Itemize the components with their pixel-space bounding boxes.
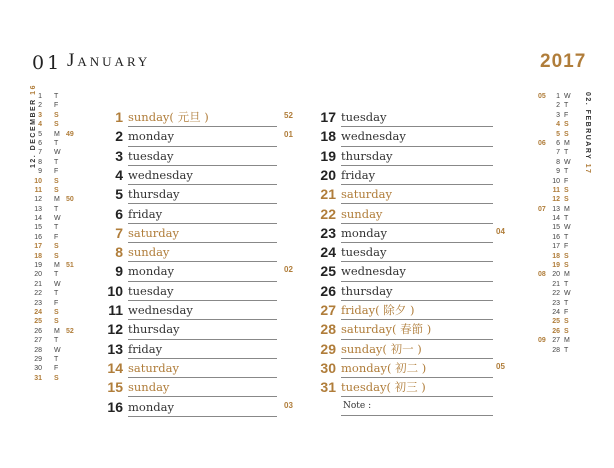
mini-weekday: S — [564, 130, 569, 138]
mini-day-number: 12 — [34, 196, 42, 204]
mini-day-number: 1 — [556, 93, 560, 100]
mini-weekday: T — [54, 205, 59, 213]
mini-weekday: M — [564, 271, 570, 279]
mini-day-number: 20 — [34, 271, 42, 279]
mini-day-number: 24 — [34, 308, 42, 316]
mini-weekday: T — [564, 102, 569, 110]
mini-weekday: F — [564, 111, 569, 119]
weekday-name: sunday — [128, 380, 170, 395]
mini-weekday: S — [564, 186, 569, 194]
mini-week-number: 09 — [538, 337, 546, 345]
day-number: 3 — [115, 147, 123, 164]
mini-weekday: S — [54, 111, 59, 119]
mini-day-number: 5 — [556, 130, 560, 138]
day-number: 2 — [115, 128, 123, 145]
mini-day-number: 16 — [34, 233, 42, 241]
weekday-name: thursday — [128, 322, 180, 337]
weekday-name: monday — [128, 399, 174, 414]
mini-week-number: 50 — [66, 196, 74, 204]
mini-day-number: 13 — [552, 205, 560, 213]
mini-week-number: 52 — [66, 327, 74, 335]
mini-day-number: 22 — [552, 290, 560, 298]
mini-weekday: S — [54, 243, 59, 251]
mini-weekday: W — [54, 215, 61, 223]
mini-day-number: 14 — [34, 215, 42, 223]
mini-weekday: T — [564, 149, 569, 157]
mini-day-number: 3 — [556, 111, 560, 119]
mini-week-number: 51 — [66, 262, 74, 270]
weekday-name: tuesday — [128, 283, 174, 298]
mini-weekday: M — [54, 130, 60, 138]
mini-weekday: F — [54, 365, 59, 373]
day-number: 23 — [320, 224, 336, 241]
mini-day-number: 5 — [38, 130, 42, 138]
day-number: 16 — [107, 398, 123, 415]
day-number: 18 — [320, 128, 336, 145]
mini-day-number: 16 — [552, 233, 560, 241]
mini-weekday: M — [564, 139, 570, 147]
mini-weekday: W — [564, 224, 571, 232]
mini-weekday: F — [54, 102, 59, 110]
mini-day-number: 12 — [552, 196, 560, 204]
mini-weekday: W — [564, 158, 571, 166]
mini-day-number: 26 — [34, 327, 42, 335]
weekday-name: thursday — [341, 148, 393, 163]
mini-day-number: 11 — [34, 186, 42, 194]
mini-day-number: 11 — [552, 186, 560, 194]
next-month-year: 17 — [584, 163, 591, 175]
mini-day-number: 17 — [34, 243, 42, 251]
mini-weekday: W — [54, 280, 61, 288]
weekday-name: sunday — [341, 206, 383, 221]
mini-day-number: 29 — [34, 355, 42, 363]
mini-day-number: 28 — [34, 346, 42, 354]
year-title: 2017 — [540, 51, 587, 72]
day-number: 29 — [320, 340, 336, 357]
mini-weekday: T — [564, 168, 569, 176]
day-number: 4 — [115, 166, 123, 183]
mini-weekday: T — [54, 290, 59, 298]
writing-line — [128, 416, 277, 417]
mini-weekday: M — [54, 327, 60, 335]
mini-day-number: 3 — [38, 111, 42, 119]
day-number: 22 — [320, 205, 336, 222]
day-number: 6 — [115, 205, 123, 222]
mini-day-number: 27 — [34, 337, 42, 345]
day-number: 15 — [107, 379, 123, 396]
weekday-name: tuesday( 初三 ) — [341, 380, 426, 395]
weekday-name: saturday — [128, 225, 179, 240]
mini-weekday: F — [564, 308, 569, 316]
week-number: 02 — [284, 265, 293, 275]
day-number: 5 — [115, 186, 123, 203]
month-title: January — [67, 50, 151, 71]
mini-day-number: 4 — [38, 121, 42, 129]
next-month-label — [584, 92, 591, 174]
weekday-name: friday — [128, 206, 163, 221]
weekday-name: tuesday — [341, 110, 387, 124]
mini-day-number: 28 — [552, 346, 560, 354]
mini-day-number: 18 — [552, 252, 560, 260]
day-number: 13 — [107, 340, 123, 357]
mini-weekday: F — [564, 177, 569, 185]
mini-weekday: S — [564, 196, 569, 204]
weekday-name: wednesday — [128, 303, 193, 317]
weekday-name: sunday( 初一 ) — [341, 341, 422, 356]
mini-day-number: 20 — [552, 271, 560, 279]
mini-day-number: 8 — [556, 158, 560, 166]
day-number: 28 — [320, 321, 336, 338]
mini-weekday: T — [54, 355, 59, 363]
weekday-name: monday — [341, 225, 387, 240]
mini-weekday: M — [54, 262, 60, 270]
weekday-name: sunday( 元旦 ) — [128, 110, 209, 124]
mini-weekday: M — [564, 205, 570, 213]
writing-line — [341, 396, 493, 397]
mini-weekday: W — [564, 93, 571, 100]
mini-day-number: 22 — [34, 290, 42, 298]
weekday-name: friday — [341, 167, 376, 182]
mini-weekday: T — [54, 139, 59, 147]
mini-weekday: M — [564, 337, 570, 345]
day-number: 27 — [320, 302, 336, 318]
weekday-name: monday( 初二 ) — [341, 360, 427, 375]
mini-weekday: S — [54, 177, 59, 185]
mini-day-number: 9 — [38, 168, 42, 176]
mini-day-number: 23 — [34, 299, 42, 307]
mini-week-number: 08 — [538, 271, 546, 279]
day-number: 19 — [320, 147, 336, 164]
mini-day-number: 10 — [34, 177, 42, 185]
day-number: 14 — [107, 359, 123, 376]
mini-weekday: S — [54, 308, 59, 316]
day-number: 26 — [320, 282, 336, 299]
mini-day-number: 2 — [38, 102, 42, 110]
weekday-name: tuesday — [341, 245, 387, 260]
day-number: 8 — [115, 244, 123, 261]
mini-day-number: 23 — [552, 299, 560, 307]
weekday-name: sunday — [128, 245, 170, 260]
mini-day-number: 31 — [34, 374, 42, 382]
weekday-name: monday — [128, 129, 174, 144]
mini-weekday: F — [54, 233, 59, 241]
day-number: 10 — [107, 282, 123, 299]
day-number: 1 — [115, 109, 123, 125]
mini-week-number: 49 — [66, 130, 74, 138]
week-number: 01 — [284, 130, 293, 140]
mini-day-number: 8 — [38, 158, 42, 166]
mini-weekday: T — [564, 233, 569, 241]
mini-day-number: 15 — [552, 224, 560, 232]
mini-weekday: T — [564, 280, 569, 288]
day-number: 31 — [320, 379, 336, 396]
mini-day-number: 19 — [34, 262, 42, 270]
mini-day-number: 30 — [34, 365, 42, 373]
previous-month-name: 12. DECEMBER — [30, 94, 37, 168]
mini-day-number: 6 — [556, 139, 560, 147]
note-line — [341, 415, 493, 416]
weekday-name: thursday — [128, 187, 180, 202]
mini-weekday: F — [564, 243, 569, 251]
mini-weekday: S — [564, 252, 569, 260]
mini-week-number: 06 — [538, 139, 546, 147]
mini-weekday: S — [54, 374, 59, 382]
week-number: 03 — [284, 400, 293, 410]
weekday-name: friday — [128, 341, 163, 356]
mini-day-number: 1 — [38, 93, 42, 100]
mini-weekday: S — [54, 186, 59, 194]
weekday-name: monday — [128, 264, 174, 279]
mini-weekday: W — [54, 149, 61, 157]
mini-weekday: T — [54, 271, 59, 279]
mini-day-number: 6 — [38, 139, 42, 147]
mini-weekday: T — [564, 299, 569, 307]
mini-week-number: 05 — [538, 93, 546, 100]
day-number: 9 — [115, 263, 123, 280]
weekday-name: wednesday — [128, 167, 193, 182]
week-number: 52 — [284, 111, 293, 120]
mini-weekday: S — [564, 262, 569, 270]
mini-weekday: T — [54, 158, 59, 166]
note-label: Note : — [343, 401, 372, 411]
mini-day-number: 10 — [552, 177, 560, 185]
day-number: 11 — [108, 302, 123, 318]
weekday-name: tuesday — [128, 148, 174, 163]
mini-day-number: 4 — [556, 121, 560, 129]
week-number: 04 — [496, 226, 505, 236]
weekday-name: friday( 除夕 ) — [341, 303, 415, 317]
day-number: 12 — [107, 321, 123, 338]
mini-day-number: 18 — [34, 252, 42, 260]
mini-day-number: 25 — [34, 318, 42, 326]
weekday-name: wednesday — [341, 129, 406, 144]
mini-day-number: 7 — [38, 149, 42, 157]
weekday-name: saturday — [341, 187, 392, 202]
mini-day-number: 21 — [34, 280, 42, 288]
mini-weekday: T — [564, 346, 569, 354]
mini-day-number: 13 — [34, 205, 42, 213]
mini-day-number: 24 — [552, 308, 560, 316]
mini-weekday: S — [564, 121, 569, 129]
weekday-name: thursday — [341, 283, 393, 298]
mini-day-number: 17 — [552, 243, 560, 251]
mini-day-number: 14 — [552, 215, 560, 223]
mini-weekday: S — [54, 252, 59, 260]
mini-day-number: 15 — [34, 224, 42, 232]
day-number: 30 — [320, 359, 336, 376]
mini-week-number: 07 — [538, 205, 546, 213]
day-number: 17 — [320, 109, 336, 125]
mini-weekday: T — [564, 215, 569, 223]
mini-weekday: S — [54, 121, 59, 129]
mini-weekday: S — [564, 318, 569, 326]
mini-weekday: S — [54, 318, 59, 326]
mini-weekday: W — [564, 290, 571, 298]
mini-day-number: 2 — [556, 102, 560, 110]
day-number: 21 — [320, 186, 336, 203]
mini-weekday: S — [564, 327, 569, 335]
month-number: 01 — [32, 52, 63, 74]
mini-weekday: W — [54, 346, 61, 354]
mini-weekday: F — [54, 168, 59, 176]
mini-weekday: T — [54, 337, 59, 345]
mini-day-number: 26 — [552, 327, 560, 335]
weekday-name: saturday( 春節 ) — [341, 322, 432, 337]
day-number: 24 — [320, 244, 336, 261]
mini-day-number: 25 — [552, 318, 560, 326]
day-number: 7 — [115, 224, 123, 241]
mini-day-number: 19 — [552, 262, 560, 270]
mini-day-number: 7 — [556, 149, 560, 157]
previous-month-year: 16 — [30, 84, 37, 95]
weekday-name: saturday — [128, 360, 179, 375]
mini-weekday: T — [54, 93, 59, 100]
mini-day-number: 21 — [552, 280, 560, 288]
week-number: 05 — [496, 361, 505, 371]
mini-weekday: F — [54, 299, 59, 307]
mini-day-number: 9 — [556, 168, 560, 176]
day-number: 25 — [320, 263, 336, 280]
weekday-name: wednesday — [341, 264, 406, 279]
mini-day-number: 27 — [552, 337, 560, 345]
mini-weekday: T — [54, 224, 59, 232]
next-month-name: 02. FEBRUARY — [584, 92, 591, 164]
mini-weekday: M — [54, 196, 60, 204]
day-number: 20 — [320, 166, 336, 183]
